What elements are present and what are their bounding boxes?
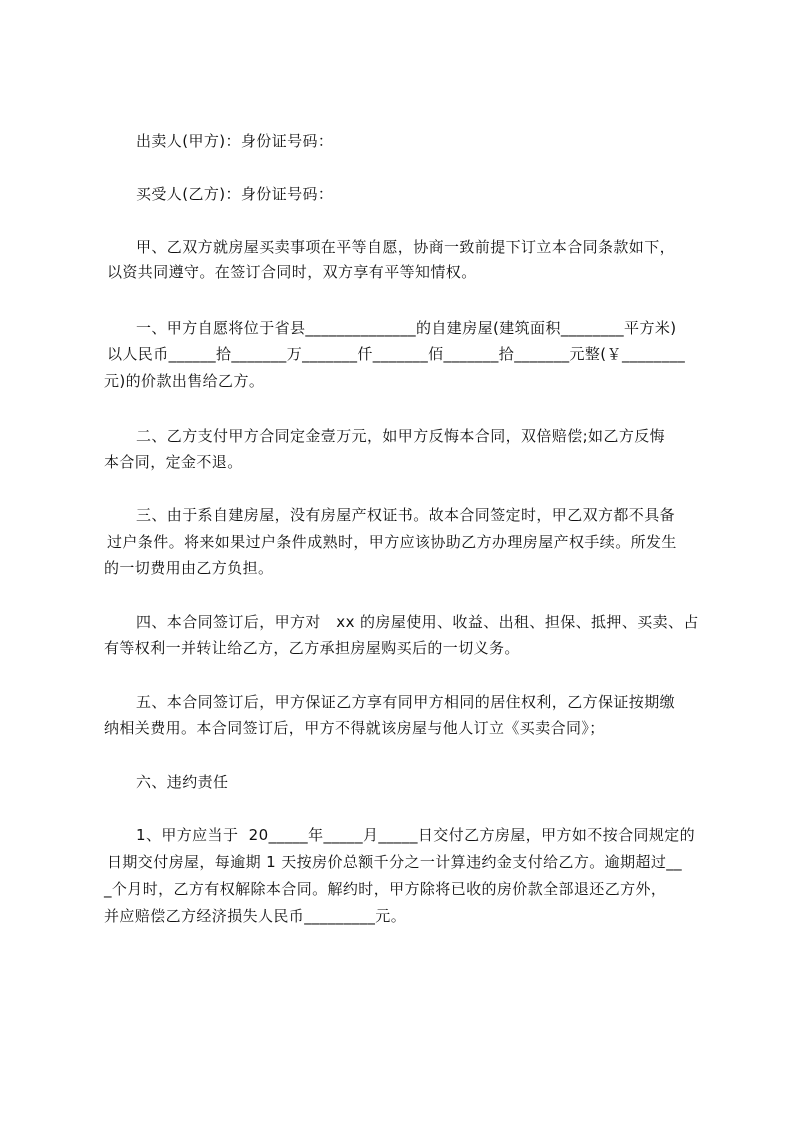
clause-1-line-2: 以人民币______拾_______万_______仟_______佰_______拾_______元整(￥________ <box>107 345 686 363</box>
clause-6-1-line-4: 并应赔偿乙方经济损失人民币_________元。 <box>104 907 407 925</box>
clause-3-line-2: 过户条件。将来如果过户条件成熟时，甲方应该协助乙方办理房屋产权手续。所发生 <box>107 533 677 551</box>
clause-3-line-1: 三、由于系自建房屋，没有房屋产权证书。故本合同签定时，甲乙双方都不具备 <box>136 506 676 524</box>
clause-2-line-2: 本合同，定金不退。 <box>104 453 243 471</box>
buyer-line: 买受人(乙方)：身份证号码： <box>136 185 334 203</box>
clause-5-line-1: 五、本合同签订后，甲方保证乙方享有同甲方相同的居住权利，乙方保证按期缴 <box>136 693 676 711</box>
clause-6-1-line-3: _个月时，乙方有权解除本合同。解约时，甲方除将已收的房价款全部退还乙方外， <box>104 880 667 898</box>
intro-line-2: 以资共同遵守。在签订合同时，双方享有平等知情权。 <box>107 263 477 281</box>
clause-2-line-1: 二、乙方支付甲方合同定金壹万元，如甲方反悔本合同，双倍赔偿;如乙方反悔 <box>136 427 666 445</box>
clause-3-line-3: 的一切费用由乙方负担。 <box>104 559 274 577</box>
clause-1-line-1: 一、甲方自愿将位于省县______________的自建房屋(建筑面积________平方米) <box>136 319 677 337</box>
clause-6-1-line-2: 日期交付房屋，每逾期 1 天按房价总额千分之一计算违约金支付给乙方。逾期超过__ <box>107 853 683 871</box>
seller-line: 出卖人(甲方)：身份证号码： <box>136 132 334 150</box>
clause-4-line-2: 有等权利一并转让给乙方，乙方承担房屋购买后的一切义务。 <box>104 639 520 657</box>
clause-6-title: 六、违约责任 <box>136 773 229 791</box>
clause-4-line-1: 四、本合同签订后，甲方对 xx 的房屋使用、收益、出租、担保、抵押、买卖、占 <box>136 613 699 631</box>
clause-1-line-3: 元)的价款出售给乙方。 <box>104 372 265 390</box>
intro-line-1: 甲、乙双方就房屋买卖事项在平等自愿，协商一致前提下订立本合同条款如下， <box>136 238 676 256</box>
clause-6-1-line-1: 1、甲方应当于 20_____年_____月_____日交付乙方房屋，甲方如不按合同规定的 <box>136 826 696 844</box>
clause-5-line-2: 纳相关费用。本合同签订后，甲方不得就该房屋与他人订立《买卖合同》； <box>104 719 605 737</box>
